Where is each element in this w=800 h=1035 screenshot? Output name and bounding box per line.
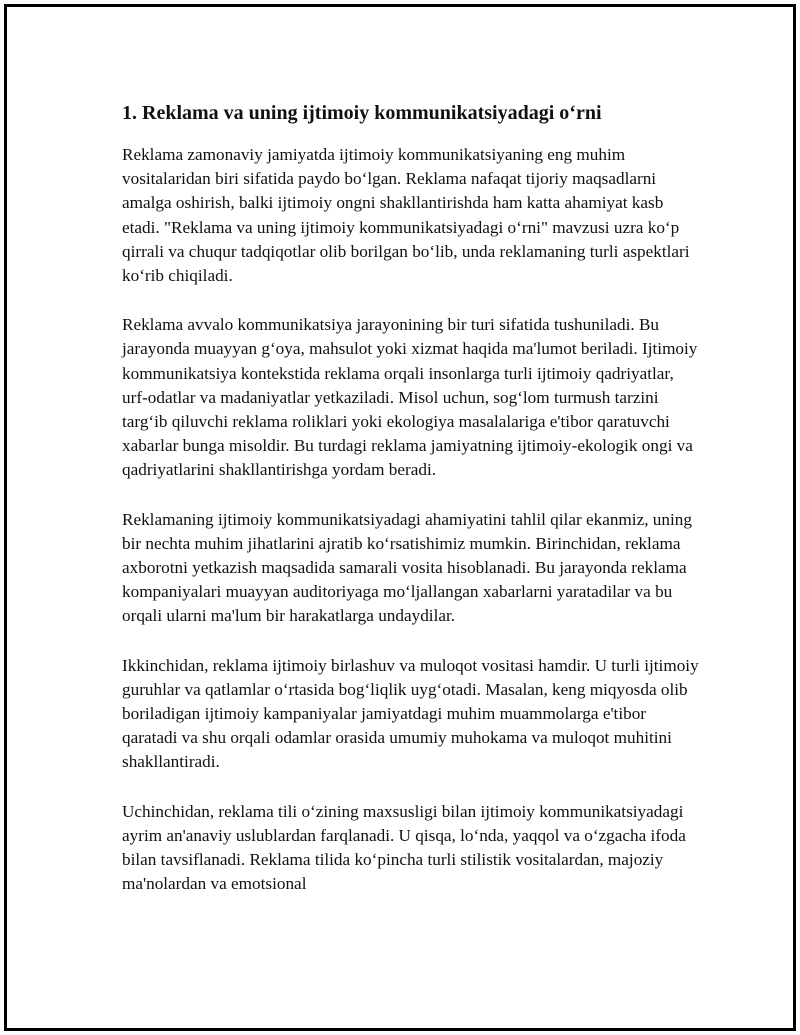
paragraph-3: Reklamaning ijtimoiy kommunikatsiyadagi ahamiyatini tahlil qilar ekanmiz, uning bir nechta muhim jihatlarini ajratib ko‘rsatishimiz mumkin. Birinchidan, reklama axborotni yetkazish maqsadida samarali vosita hisoblanadi. Bu jarayonda reklama kompaniyalari muayyan auditoriyaga mo‘ljallangan xabarlarni yaratadilar va bu orqali ularni ma'lum bir harakatlarga undaydilar. — [122, 509, 692, 626]
section-heading: 1. Reklama va uning ijtimoiy kommunikatsiyadagi o‘rni — [122, 102, 602, 124]
paragraph-2: Reklama avvalo kommunikatsiya jarayonining bir turi sifatida tushuniladi. Bu jarayonda muayyan g‘oya, mahsulot yoki xizmat haqida ma'lumot beriladi. Ijtimoiy kommunikatsiya kontekstida reklama orqali insonlarga turli ijtimoiy qadriyatlar, urf-odatlar va madaniyatlar yetkaziladi. Misol uchun, sog‘lom turmush tarzini targ‘ib qiluvchi reklama roliklari yoki ekologiya masalalariga e'tibor qaratuvchi xabarlar bunga misoldir. Bu turdagi reklama jamiyatning ijtimoiy-ekologik ongi va qadriyatlarini shakllantirishga yordam beradi. — [122, 315, 698, 480]
document-body — [122, 99, 702, 921]
paragraph-4: Ikkinchidan, reklama ijtimoiy birlashuv va muloqot vositasi hamdir. U turli ijtimoiy guruhlar va qatlamlar o‘rtasida bog‘liqlik uyg‘otadi. Masalan, keng miqyosda olib boriladigan ijtimoiy kampaniyalar jamiyatdagi muhim muammolarga e'tibor qaratadi va shu orqali odamlar orasida umumiy muhokama va muloqot muhitini shakllantiradi. — [122, 655, 699, 772]
paragraph-5: Uchinchidan, reklama tili o‘zining maxsusligi bilan ijtimoiy kommunikatsiyadagi ayrim an'anaviy uslublardan farqlanadi. U qisqa, lo‘nda, yaqqol va o‘zgacha ifoda bilan tavsiflanadi. Reklama tilida ko‘pincha turli stilistik vositalardan, majoziy ma'nolardan va emotsional — [122, 801, 686, 894]
paragraph-1: Reklama zamonaviy jamiyatda ijtimoiy kommunikatsiyaning eng muhim vositalaridan biri sifatida paydo bo‘lgan. Reklama nafaqat tijoriy maqsadlarni amalga oshirish, balki ijtimoiy ongni shakllantirishda ham katta ahamiyat kasb etadi. "Reklama va uning ijtimoiy kommunikatsiyadagi o‘rni" mavzusi uzra ko‘p qirrali va chuqur tadqiqotlar olib borilgan bo‘lib, unda reklamaning turli aspektlari ko‘rib chiqiladi. — [122, 145, 690, 286]
page-frame — [4, 4, 796, 1031]
